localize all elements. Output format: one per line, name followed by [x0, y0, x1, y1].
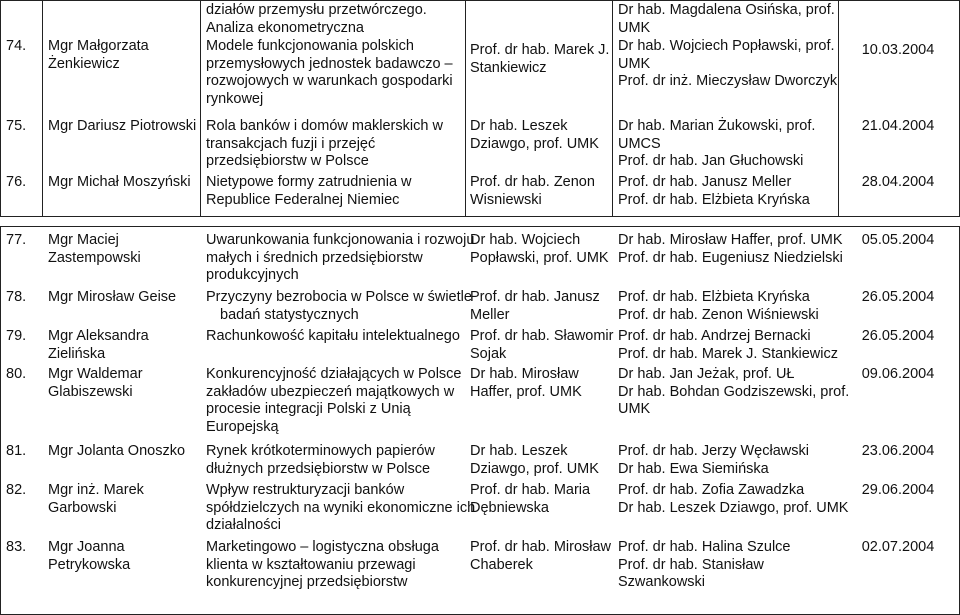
topic-line: Marketingowo – logistyczna obsługa	[206, 539, 439, 555]
topic-line: zakładów ubezpieczeń majątkowych w	[206, 383, 455, 400]
row-number: 80.	[6, 366, 27, 382]
promoter-line: Sojak	[470, 345, 507, 362]
topic-line: transakcjach fuzji i przejęć	[206, 135, 376, 152]
topic-line: Przyczyny bezrobocia w Polsce w świetle	[206, 289, 472, 305]
table1-col-divider	[42, 0, 43, 217]
name-line: Petrykowska	[48, 556, 131, 573]
promoter-line: Prof. dr hab. Maria	[470, 482, 591, 498]
top-fragment-topic	[206, 2, 468, 37]
row-number: 78.	[6, 289, 27, 305]
promoter	[470, 289, 610, 324]
promoter	[470, 118, 610, 153]
promoter-line: Popławski, prof. UMK	[470, 249, 609, 266]
topic-line: procesie integracji Polski z Unią	[206, 401, 411, 417]
promoter-line: Prof. dr hab. Marek J.	[470, 42, 610, 58]
topic-line: przemysłowych jednostek badawczo –	[206, 55, 453, 72]
reviewer-line: Dr hab. Mirosław Haffer, prof. UMK	[618, 232, 843, 248]
reviewer-line: Prof. dr hab. Eugeniusz Niedzielski	[618, 249, 843, 266]
defense-date: 10.03.2004	[861, 42, 935, 58]
defense-date: 23.06.2004	[861, 443, 935, 459]
name-line: Mgr Dariusz Piotrowski	[48, 118, 197, 134]
reviewer-line: UMK	[618, 19, 651, 36]
name-line: Zielińska	[48, 345, 106, 362]
reviewers	[618, 366, 850, 419]
thesis-topic	[206, 482, 476, 535]
defense-date: 26.05.2004	[861, 289, 935, 305]
reviewers	[618, 539, 838, 592]
promoter-line: Dziawgo, prof. UMK	[470, 135, 599, 152]
row-number: 81.	[6, 443, 27, 459]
name-line: Mgr Małgorzata	[48, 38, 149, 54]
name-line: Żenkiewicz	[48, 55, 120, 72]
topic-line: Europejską	[206, 418, 279, 435]
topic-line: klienta w kształtowaniu przewagi	[206, 556, 416, 573]
promoter-line: Prof. dr hab. Janusz	[470, 289, 600, 305]
topic-line: produkcyjnych	[206, 267, 299, 283]
topic-line: działalności	[206, 517, 281, 533]
reviewer-line: Dr hab. Marian Żukowski, prof.	[618, 118, 816, 134]
table2-col-divider	[0, 226, 1, 615]
topic-line: Wpływ restrukturyzacji banków	[206, 482, 405, 498]
topic-line: Nietypowe formy zatrudnienia w	[206, 174, 412, 190]
candidate-name	[48, 443, 208, 461]
row-number: 79.	[6, 328, 27, 344]
reviewer-line: Dr hab. Bohdan Godziszewski, prof.	[618, 383, 850, 400]
topic-line: badań statystycznych	[220, 306, 359, 323]
topic-line: przedsiębiorstw w Polsce	[206, 153, 369, 169]
topic-line: Konkurencyjność działających w Polsce	[206, 366, 462, 382]
name-line: Mgr Waldemar	[48, 366, 143, 382]
promoter	[470, 42, 610, 77]
promoter-line: Stankiewicz	[470, 59, 547, 76]
topic-line: dłużnych przedsiębiorstw w Polsce	[206, 460, 431, 477]
promoter-line: Dr hab. Leszek	[470, 443, 568, 459]
defense-date: 21.04.2004	[861, 118, 935, 134]
reviewer-line: Prof. dr hab. Zofia Zawadzka	[618, 482, 805, 498]
reviewers	[618, 174, 838, 209]
defense-date: 05.05.2004	[861, 232, 935, 248]
name-line: Mgr Mirosław Geise	[48, 289, 177, 305]
topic-line: działów przemysłu przetwórczego.	[206, 2, 427, 18]
thesis-topic	[206, 328, 468, 346]
reviewer-line: Prof. dr hab. Janusz Meller	[618, 174, 792, 190]
table2-top-border	[0, 226, 960, 227]
promoter-line: Haffer, prof. UMK	[470, 383, 582, 400]
reviewer-line: Prof. dr hab. Andrzej Bernacki	[618, 328, 811, 344]
top-fragment-reviewers	[618, 2, 838, 37]
reviewers	[618, 289, 838, 324]
topic-line: Rynek krótkoterminowych papierów	[206, 443, 435, 459]
defense-date: 26.05.2004	[861, 328, 935, 344]
promoter	[470, 443, 610, 478]
thesis-topic	[206, 539, 468, 592]
reviewer-line: Prof. dr hab. Zenon Wiśniewski	[618, 306, 819, 323]
topic-line: małych i średnich przedsiębiorstw	[206, 249, 423, 266]
reviewer-line: Dr hab. Jan Jeżak, prof. UŁ	[618, 366, 795, 382]
promoter-line: Prof. dr hab. Sławomir	[470, 328, 614, 344]
reviewer-line: Prof. dr hab. Elżbieta Kryńska	[618, 191, 810, 208]
reviewer-line: Dr hab. Magdalena Osińska, prof.	[618, 2, 835, 18]
promoter-line: Meller	[470, 306, 510, 323]
reviewer-line: UMCS	[618, 135, 661, 152]
reviewers	[618, 232, 843, 267]
reviewer-line: UMK	[618, 401, 651, 417]
row-number: 74.	[6, 38, 27, 54]
candidate-name	[48, 174, 208, 192]
reviewers	[618, 482, 849, 517]
promoter	[470, 328, 614, 363]
defense-date: 29.06.2004	[861, 482, 935, 498]
promoter	[470, 539, 610, 574]
promoter-line: Wisniewski	[470, 191, 542, 208]
row-number: 82.	[6, 482, 27, 498]
reviewers	[618, 118, 838, 171]
reviewers	[618, 328, 838, 363]
promoter	[470, 174, 610, 209]
reviewer-line: Prof. dr hab. Elżbieta Kryńska	[618, 289, 810, 305]
promoter	[470, 366, 610, 401]
reviewer-line: Dr hab. Wojciech Popławski, prof.	[618, 38, 835, 54]
topic-line: Analiza ekonometryczna	[206, 19, 364, 36]
defense-date: 02.07.2004	[861, 539, 935, 555]
thesis-topic	[206, 38, 468, 108]
topic-line: konkurencyjnej przedsiębiorstw	[206, 574, 408, 590]
promoter	[470, 232, 610, 267]
topic-line: Uwarunkowania funkcjonowania i rozwoju	[206, 232, 475, 248]
reviewer-line: Szwankowski	[618, 574, 706, 590]
name-line: Mgr inż. Marek	[48, 482, 144, 498]
reviewers	[618, 443, 838, 478]
topic-line: Republice Federalnej Niemiec	[206, 191, 400, 208]
table1-col-divider	[838, 0, 839, 217]
reviewer-line: Prof. dr hab. Jerzy Węcławski	[618, 443, 809, 459]
candidate-name	[48, 328, 198, 363]
candidate-name	[48, 539, 198, 574]
row-number: 76.	[6, 174, 27, 190]
topic-line: spółdzielczych na wyniki ekonomiczne ich	[206, 499, 476, 516]
reviewer-line: Prof. dr hab. Stanisław	[618, 556, 764, 573]
table1-bottom-border	[0, 216, 960, 217]
promoter-line: Dziawgo, prof. UMK	[470, 460, 599, 477]
topic-line: Modele funkcjonowania polskich	[206, 38, 414, 54]
row-number: 75.	[6, 118, 27, 134]
topic-line: rynkowej	[206, 90, 264, 107]
thesis-topic	[206, 443, 468, 478]
defense-date: 09.06.2004	[861, 366, 935, 382]
promoter-line: Prof. dr hab. Zenon	[470, 174, 595, 190]
reviewers	[618, 38, 838, 91]
topic-line: Rola banków i domów maklerskich w	[206, 118, 443, 134]
topic-line: rozwojowych w warunkach gospodarki	[206, 73, 453, 89]
candidate-name	[48, 232, 198, 267]
promoter-line: Chaberek	[470, 556, 533, 573]
promoter-line: Prof. dr hab. Mirosław	[470, 539, 612, 555]
topic-line: Rachunkowość kapitału intelektualnego	[206, 328, 460, 344]
name-line: Mgr Michał Moszyński	[48, 174, 191, 190]
thesis-topic	[206, 289, 472, 324]
reviewer-line: Dr hab. Leszek Dziawgo, prof. UMK	[618, 499, 849, 516]
candidate-name	[48, 289, 208, 307]
name-line: Mgr Joanna	[48, 539, 125, 555]
reviewer-line: Prof. dr hab. Marek J. Stankiewicz	[618, 345, 838, 362]
name-line: Glabiszewski	[48, 383, 133, 400]
candidate-name	[48, 38, 198, 73]
promoter-line: Dębniewska	[470, 499, 549, 516]
promoter-line: Dr hab. Leszek	[470, 118, 568, 134]
defense-date: 28.04.2004	[861, 174, 935, 190]
table1-col-divider	[612, 0, 613, 217]
reviewer-line: Prof. dr hab. Jan Głuchowski	[618, 153, 804, 169]
candidate-name	[48, 118, 208, 136]
thesis-topic	[206, 232, 475, 285]
table1-col-divider	[0, 0, 1, 217]
promoter	[470, 482, 610, 517]
name-line: Mgr Jolanta Onoszko	[48, 443, 186, 459]
thesis-topic	[206, 174, 468, 209]
row-number: 77.	[6, 232, 27, 248]
name-line: Mgr Maciej	[48, 232, 119, 248]
reviewer-line: UMK	[618, 55, 651, 72]
reviewer-line: Prof. dr hab. Halina Szulce	[618, 539, 791, 555]
promoter-line: Dr hab. Wojciech	[470, 232, 581, 248]
table1-top-border	[0, 0, 960, 1]
row-number: 83.	[6, 539, 27, 555]
candidate-name	[48, 482, 198, 517]
promoter-line: Dr hab. Mirosław	[470, 366, 579, 382]
name-line: Mgr Aleksandra	[48, 328, 149, 344]
thesis-topic	[206, 118, 468, 171]
reviewer-line: Dr hab. Ewa Siemińska	[618, 460, 769, 477]
candidate-name	[48, 366, 198, 401]
thesis-topic	[206, 366, 468, 436]
reviewer-line: Prof. dr inż. Mieczysław Dworczyk	[618, 73, 838, 89]
name-line: Zastempowski	[48, 249, 141, 266]
name-line: Garbowski	[48, 499, 117, 516]
